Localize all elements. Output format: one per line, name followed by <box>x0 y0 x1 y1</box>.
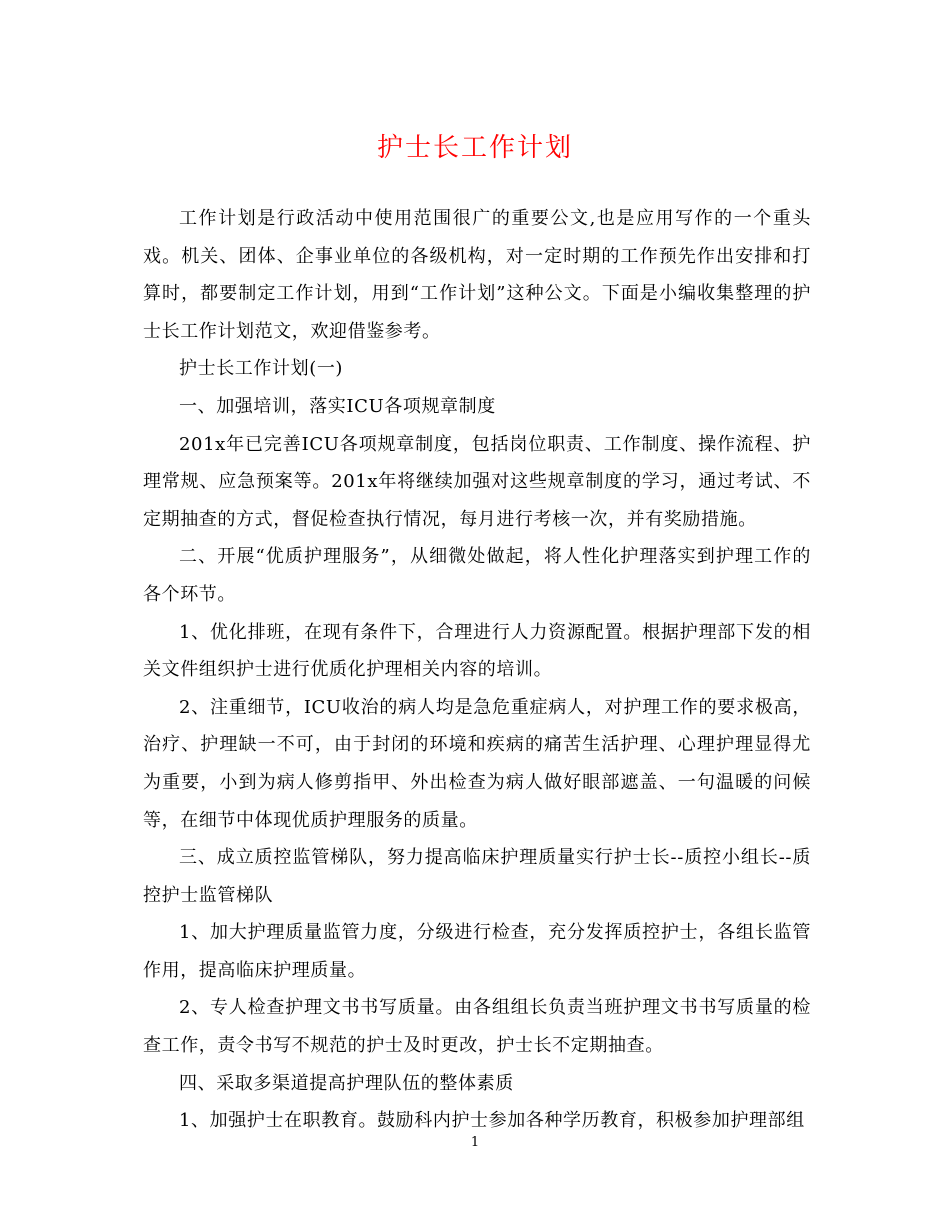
paragraph-section-3-heading: 三、成立质控监管梯队，努力提高临床护理质量实行护士长--质控小组长--质控护士监管梯队 <box>143 847 811 906</box>
paragraph-section-3-item-2: 2、专人检查护理文书书写质量。由各组组长负责当班护理文书书写质量的检查工作，责令书写不规范的护士及时更改，护士长不定期抽查。 <box>143 997 811 1057</box>
document-body <box>143 200 811 1140</box>
paragraph-intro: 工作计划是行政活动中使用范围很广的重要公文,也是应用写作的一个重头戏。机关、团体、企事业单位的各级机构，对一定时期的工作预先作出安排和打算时，都要制定工作计划，用到“工作计划”这种公文。下面是小编收集整理的护士长工作计划范文，欢迎借鉴参考。 <box>143 208 811 342</box>
paragraph-plan-heading: 护士长工作计划(一) <box>179 358 344 380</box>
paragraph-section-4-heading: 四、采取多渠道提高护理队伍的整体素质 <box>179 1072 514 1094</box>
paragraph-section-2-item-2: 2、注重细节，ICU收治的病人均是急危重症病人，对护理工作的要求极高，治疗、护理缺一不可，由于封闭的环境和疾病的痛苦生活护理、心理护理显得尤为重要，小到为病人修剪指甲、外出检查为病人做好眼部遮盖、一句温暖的问候等，在细节中体现优质护理服务的质量。 <box>143 696 811 831</box>
page-number: 1 <box>470 1135 480 1150</box>
document-title: 护士长工作计划 <box>376 133 573 163</box>
paragraph-section-4-item-1: 1、加强护士在职教育。鼓励科内护士参加各种学历教育，积极参加护理部组 <box>179 1110 805 1132</box>
paragraph-section-2-heading: 二、开展“优质护理服务”，从细微处做起，将人性化护理落实到护理工作的各个环节。 <box>143 546 811 605</box>
paragraph-section-3-item-1: 1、加大护理质量监管力度，分级进行检查，充分发挥质控护士，各组长监管作用，提高临床护理质量。 <box>143 922 811 981</box>
paragraph-section-2-item-1: 1、优化排班，在现有条件下，合理进行人力资源配置。根据护理部下发的相关文件组织护士进行优质化护理相关内容的培训。 <box>143 621 811 681</box>
paragraph-section-1-heading: 一、加强培训，落实ICU各项规章制度 <box>179 395 496 417</box>
paragraph-section-1-body: 201x年已完善ICU各项规章制度，包括岗位职责、工作制度、操作流程、护理常规、应急预案等。201x年将继续加强对这些规章制度的学习，通过考试、不定期抽查的方式，督促检查执行情况，每月进行考核一次，并有奖励措施。 <box>143 433 811 530</box>
